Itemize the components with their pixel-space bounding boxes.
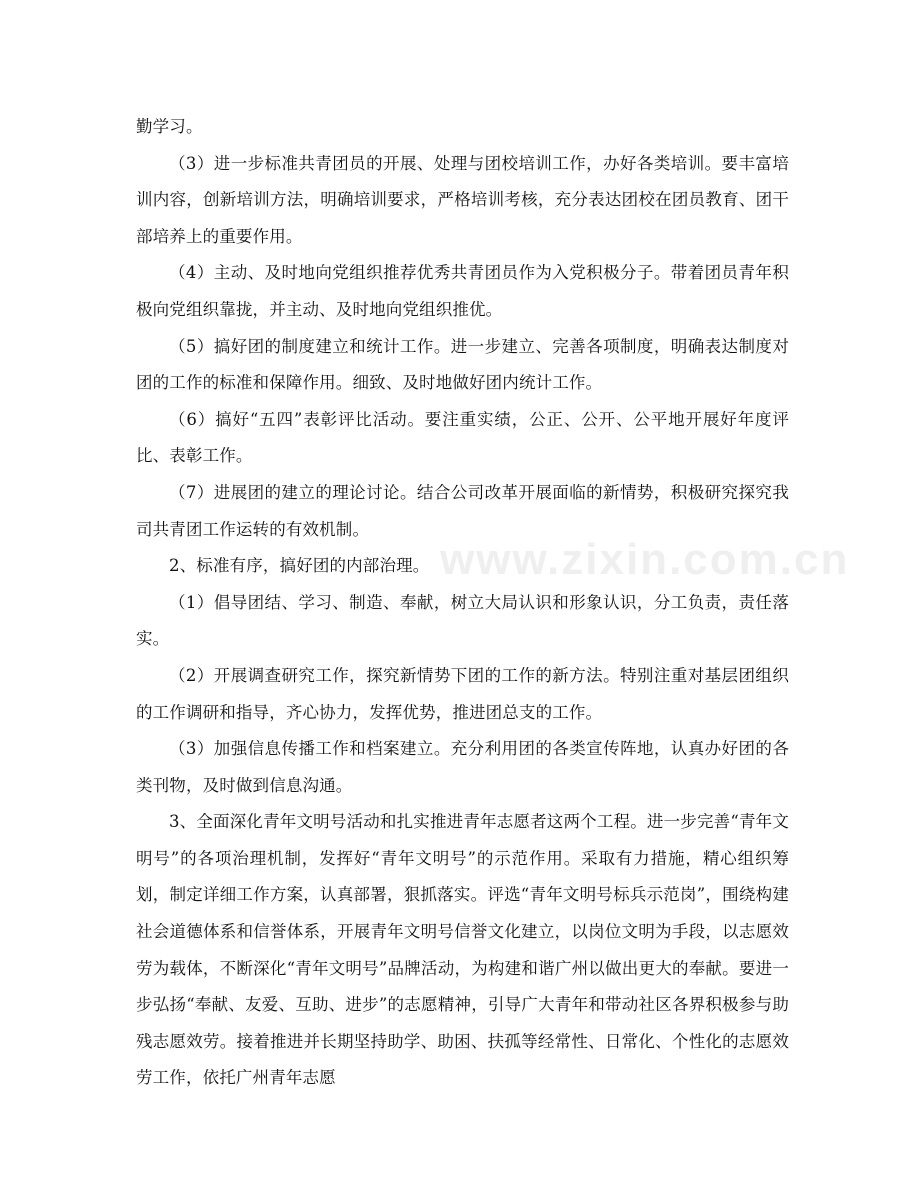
paragraph: （6）搞好“五四”表彰评比活动。要注重实绩，公正、公开、公平地开展好年度评比、表彰工作。 <box>136 409 789 466</box>
paragraph: （2）开展调查研究工作，探究新情势下团的工作的新方法。特别注重对基层团组织的工作调研和指导，齐心协力，发挥优势，推进团总支的工作。 <box>136 665 789 722</box>
paragraph: （4）主动、及时地向党组织推荐优秀共青团员作为入党积极分子。带着团员青年积极向党组织靠拢，并主动、及时地向党组织推优。 <box>136 263 789 319</box>
paragraph: （1）倡导团结、学习、制造、奉献，树立大局认识和形象认识，分工负责，责任落实。 <box>136 592 789 649</box>
watermark: www.zixin.com.cn <box>440 535 850 584</box>
document-body <box>136 109 789 1097</box>
paragraph: （5）搞好团的制度建立和统计工作。进一步建立、完善各项制度，明确表达制度对团的工作的标准和保障作用。细致、及时地做好团内统计工作。 <box>136 336 789 393</box>
paragraph: （7）进展团的建立的理论讨论。结合公司改革开展面临的新情势，积极研究探究我司共青团工作运转的有效机制。 <box>136 482 789 539</box>
paragraph: 勤学习。 <box>136 117 203 136</box>
paragraph: （3）加强信息传播工作和档案建立。充分利用团的各类宣传阵地，认真办好团的各类刊物，及时做到信息沟通。 <box>136 739 789 795</box>
paragraph: 2、标准有序，搞好团的内部治理。 <box>169 556 430 576</box>
paragraph: 3、全面深化青年文明号活动和扎实推进青年志愿者这两个工程。进一步完善“青年文明号”的各项治理机制，发挥好“青年文明号”的示范作用。采取有力措施，精心组织筹划，制定详细工作方案，认真部署，狠抓落实。评选“青年文明号标兵示范岗”，围绕构建社会道德体系和信誉体系，开展青年文明号信誉文化建立，以岗位文明为手段，以志愿效劳为载体，不断深化“青年文明号”品牌活动，为构建和谐广州以做出更大的奉献。要进一步弘扬“奉献、友爱、互助、进步”的志愿精神，引导广大青年和带动社区各界积极参与助残志愿效劳。接着推进并长期坚持助学、助困、扶孤等经常性、日常化、个性化的志愿效劳工作，依托广州青年志愿 <box>136 812 789 1088</box>
paragraph: （3）进一步标准共青团员的开展、处理与团校培训工作，办好各类培训。要丰富培训内容，创新培训方法，明确培训要求，严格培训考核，充分表达团校在团员教育、团干部培养上的重要作用。 <box>136 153 789 246</box>
